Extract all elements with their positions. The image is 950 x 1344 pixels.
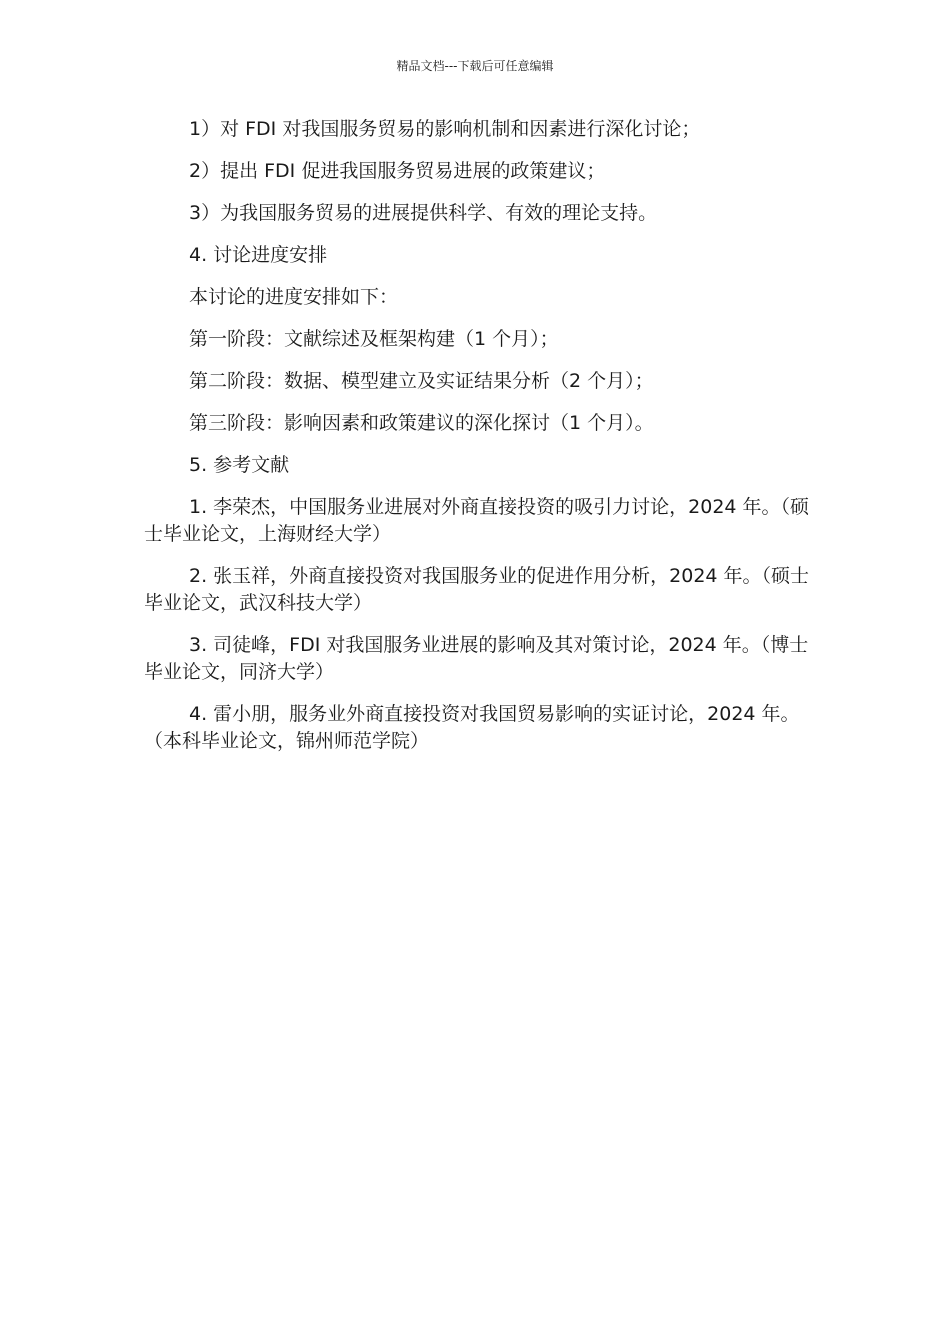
reference-item-2: 2. 张玉祥，外商直接投资对我国服务业的促进作用分析，2024 年。（硕士毕业论文，武汉科技大学） (144, 565, 810, 614)
reference-item-4: 4. 雷小朋，服务业外商直接投资对我国贸易影响的实证讨论，2024 年。（本科毕业论文，锦州师范学院） (144, 703, 800, 752)
schedule-intro: 本讨论的进度安排如下： (189, 286, 399, 308)
objective-item-2: 2）提出 FDI 促进我国服务贸易进展的政策建议； (189, 160, 606, 182)
schedule-stage-3: 第三阶段：影响因素和政策建议的深化探讨（1 个月）。 (189, 412, 654, 434)
reference-item-1: 1. 李荣杰，中国服务业进展对外商直接投资的吸引力讨论，2024 年。（硕士毕业论文，上海财经大学） (144, 496, 810, 545)
schedule-heading: 4. 讨论进度安排 (189, 244, 328, 266)
document-body (144, 116, 810, 770)
reference-item-3: 3. 司徒峰，FDI 对我国服务业进展的影响及其对策讨论，2024 年。（博士毕业论文，同济大学） (144, 634, 809, 683)
page-header: 精品文档---下载后可任意编辑 (396, 59, 554, 73)
objective-item-3: 3）为我国服务贸易的进展提供科学、有效的理论支持。 (189, 202, 658, 224)
schedule-stage-2: 第二阶段：数据、模型建立及实证结果分析（2 个月）； (189, 370, 654, 392)
objective-item-1: 1）对 FDI 对我国服务贸易的影响机制和因素进行深化讨论； (189, 118, 701, 140)
schedule-stage-1: 第一阶段：文献综述及框架构建（1 个月）； (189, 328, 559, 350)
references-heading: 5. 参考文献 (189, 454, 290, 476)
